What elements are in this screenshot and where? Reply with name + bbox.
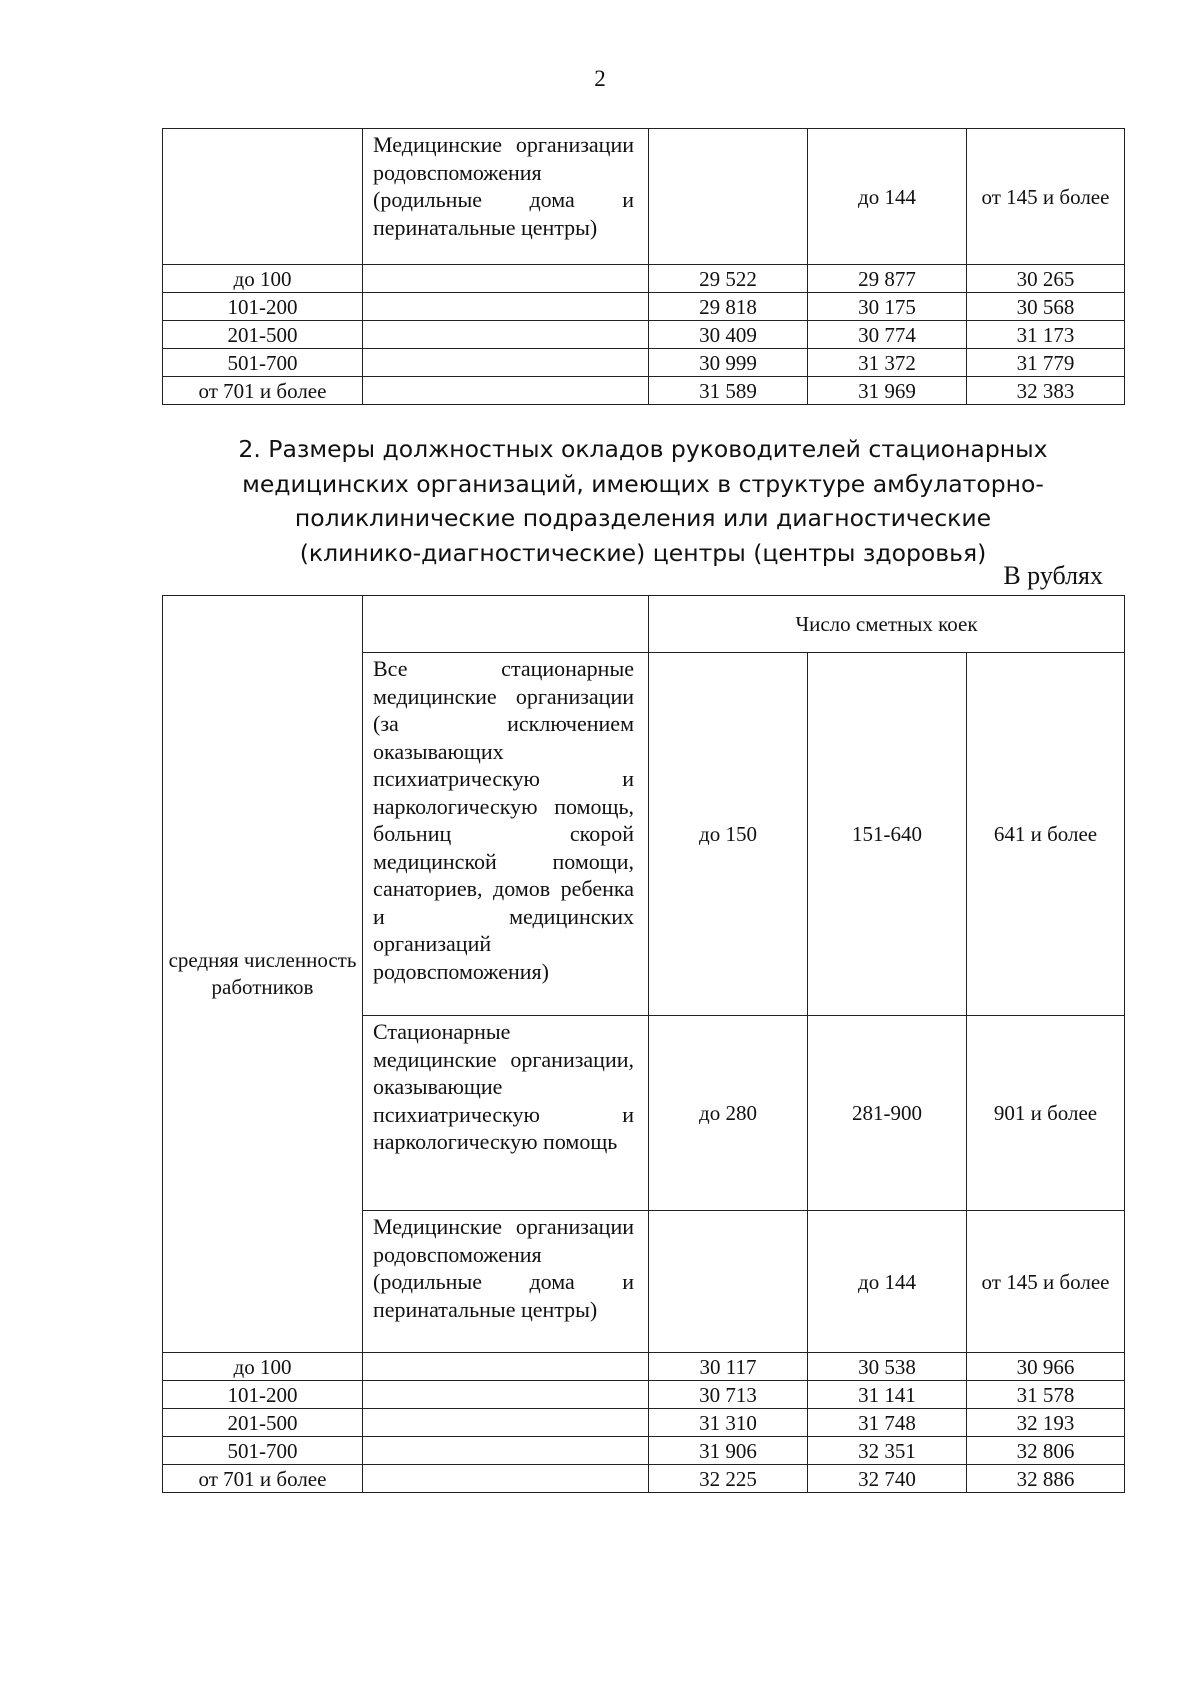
- table-row: [163, 349, 1125, 377]
- beds-range-cell: 901 и более: [967, 1016, 1125, 1211]
- staff-range-label: от 701 и более: [163, 1465, 363, 1493]
- salary-value: 32 383: [967, 377, 1125, 405]
- salary-value: 30 999: [649, 349, 808, 377]
- salary-value: 32 886: [967, 1465, 1125, 1493]
- salary-value: 31 310: [649, 1409, 808, 1437]
- beds-range-cell: от 145 и более: [967, 129, 1125, 265]
- salary-value: 30 538: [808, 1353, 967, 1381]
- table-row: [163, 1409, 1125, 1437]
- heading-line: (клинико-диагностические) центры (центры здоровья): [299, 538, 987, 567]
- empty-header-cell: [163, 129, 363, 265]
- salary-value: 32 193: [967, 1409, 1125, 1437]
- staff-range-label: 201-500: [163, 321, 363, 349]
- beds-range-cell: от 145 и более: [967, 1211, 1125, 1353]
- table-row: [163, 265, 1125, 293]
- salary-value: 31 141: [808, 1381, 967, 1409]
- beds-range-cell: до 144: [808, 1211, 967, 1353]
- section-heading: [162, 432, 1124, 570]
- units-label: В рублях: [1003, 561, 1103, 590]
- staff-range-label: 201-500: [163, 1409, 363, 1437]
- salary-table-maternity: [162, 128, 1125, 405]
- group-description: Все стационарные медицинские организации (за исключением оказывающих психиатрическую и наркологическую помощь, больниц скорой медицинской помощи, санаториев, домов ребенка и медицинских организаций родовспоможения): [363, 653, 649, 1016]
- beds-range-cell: до 280: [649, 1016, 808, 1211]
- beds-range-cell: [649, 129, 808, 265]
- salary-value: 32 225: [649, 1465, 808, 1493]
- salary-value: 30 265: [967, 265, 1125, 293]
- table-row: [163, 321, 1125, 349]
- table-row: [163, 1353, 1125, 1381]
- table-row: [163, 1437, 1125, 1465]
- staff-range-label: 101-200: [163, 1381, 363, 1409]
- salary-value: 30 713: [649, 1381, 808, 1409]
- heading-line: медицинских организаций, имеющих в структуре амбулаторно-: [242, 469, 1044, 498]
- beds-range-cell: до 144: [808, 129, 967, 265]
- page-number: 2: [594, 66, 606, 91]
- salary-value: 29 818: [649, 293, 808, 321]
- salary-value: 31 969: [808, 377, 967, 405]
- salary-value: 31 748: [808, 1409, 967, 1437]
- salary-value: 30 117: [649, 1353, 808, 1381]
- salary-value: 32 740: [808, 1465, 967, 1493]
- staff-range-label: от 701 и более: [163, 377, 363, 405]
- group-description: Медицинские организации родовспоможения (родильные дома и перинатальные центры): [363, 129, 649, 265]
- salary-value: 30 409: [649, 321, 808, 349]
- salary-value: 30 966: [967, 1353, 1125, 1381]
- staff-range-label: 101-200: [163, 293, 363, 321]
- salary-value: 32 351: [808, 1437, 967, 1465]
- beds-range-cell: 151-640: [808, 653, 967, 1016]
- salary-table-inpatient: [162, 595, 1125, 1493]
- staff-range-label: 501-700: [163, 349, 363, 377]
- table-row: [163, 1381, 1125, 1409]
- row-header-staff: средняя численность работников: [163, 596, 363, 1353]
- group-description: Медицинские организации родовспоможения (родильные дома и перинатальные центры): [363, 1211, 649, 1353]
- staff-range-label: 501-700: [163, 1437, 363, 1465]
- salary-value: 31 173: [967, 321, 1125, 349]
- empty-header-cell: [363, 596, 649, 653]
- salary-value: 29 877: [808, 265, 967, 293]
- beds-range-cell: 641 и более: [967, 653, 1125, 1016]
- heading-line: 2. Размеры должностных окладов руководителей стационарных: [238, 435, 1048, 463]
- salary-value: 29 522: [649, 265, 808, 293]
- salary-value: 30 568: [967, 293, 1125, 321]
- staff-range-label: до 100: [163, 1353, 363, 1381]
- heading-line: поликлинические подразделения или диагностические: [294, 504, 992, 532]
- salary-value: 32 806: [967, 1437, 1125, 1465]
- salary-value: 30 175: [808, 293, 967, 321]
- salary-value: 31 589: [649, 377, 808, 405]
- table-row: [163, 377, 1125, 405]
- salary-value: 30 774: [808, 321, 967, 349]
- salary-value: 31 372: [808, 349, 967, 377]
- beds-range-cell: до 150: [649, 653, 808, 1016]
- salary-value: 31 578: [967, 1381, 1125, 1409]
- salary-value: 31 906: [649, 1437, 808, 1465]
- beds-range-cell: 281-900: [808, 1016, 967, 1211]
- staff-range-label: до 100: [163, 265, 363, 293]
- beds-range-cell: [649, 1211, 808, 1353]
- salary-value: 31 779: [967, 349, 1125, 377]
- group-description: Стационарные медицинские организации, оказывающие психиатрическую и наркологическую помощь: [363, 1016, 649, 1211]
- table-row: [163, 1465, 1125, 1493]
- beds-header: Число сметных коек: [649, 596, 1125, 653]
- table-row: [163, 293, 1125, 321]
